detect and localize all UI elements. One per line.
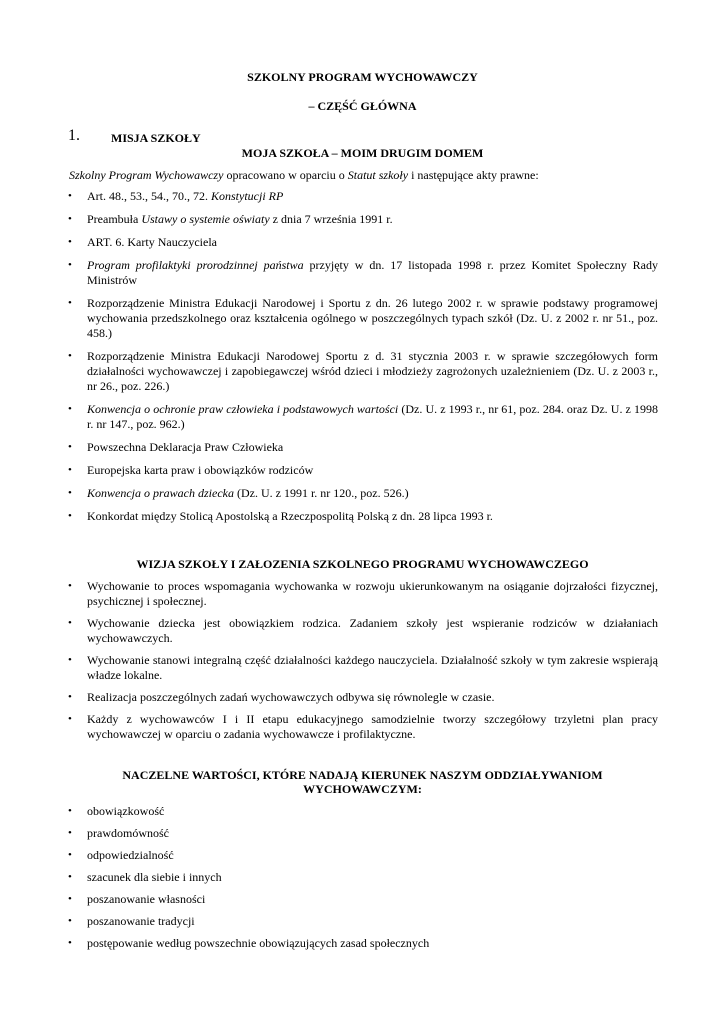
list-item — [68, 579, 658, 609]
bullet-icon: • — [68, 617, 72, 629]
item-italic: Ustawy o systemie oświaty — [141, 212, 270, 226]
item-text-post: (Dz. U. z 1991 r. nr 120., poz. 526.) — [233, 486, 409, 500]
list-item — [68, 440, 658, 455]
list-item — [68, 296, 658, 341]
item-text-post: (Dz. U. z 1993 r., nr 61, poz. 284. oraz Dz. U. z 1998 r. nr 147., poz. 962.) — [87, 402, 658, 431]
list-item — [68, 848, 658, 863]
item-text: obowiązkowość — [87, 804, 165, 818]
bullet-icon: • — [68, 297, 72, 309]
intro-italic-program: Szkolny Program Wychowawczy — [69, 168, 224, 182]
item-text: Rozporządzenie Ministra Edukacji Narodowej Sportu z d. 31 stycznia 2003 r. w sprawie szczegółowych form działalności wychowawczej i zapobiegawczej wśród dzieci i młodzieży zagrożonych uzależnieniem (Dz. U. z 2003 r., nr 26., poz. 226.) — [87, 349, 658, 393]
intro-text-1: opracowano w oparciu o — [223, 168, 348, 182]
bullet-icon: • — [68, 805, 72, 817]
item-text: Wychowanie dziecka jest obowiązkiem rodzica. Zadaniem szkoły jest wspieranie rodziców w działaniach wychowawczych. — [87, 616, 658, 645]
item-text: Realizacja poszczególnych zadań wychowawczych odbywa się równolegle w czasie. — [87, 690, 495, 704]
item-text: Rozporządzenie Ministra Edukacji Narodowej i Sportu z dn. 26 lutego 2002 r. w sprawie podstawy programowej wychowania przedszkolnego oraz kształcenia ogólnego w poszczególnych typach szkół (Dz. U. z 2002 r. nr 51., poz. 458.) — [87, 296, 658, 340]
list-item — [68, 936, 658, 951]
list-item — [68, 235, 658, 250]
item-italic: Program profilaktyki prorodzinnej państwa — [87, 258, 304, 272]
document-subtitle: – CZĘŚĆ GŁÓWNA — [308, 99, 417, 113]
list-item — [68, 212, 658, 227]
bullet-icon: • — [68, 236, 72, 248]
bullet-icon: • — [68, 487, 72, 499]
bullet-icon: • — [68, 849, 72, 861]
item-italic: Konwencja o prawach dziecka — [87, 486, 234, 500]
bullet-icon: • — [68, 937, 72, 949]
vision-heading: WIZJA SZKOŁY I ZAŁOZENIA SZKOLNEGO PROGRAMU WYCHOWAWCZEGO — [136, 557, 589, 571]
list-item — [68, 712, 658, 742]
bullet-icon: • — [68, 213, 72, 225]
list-item — [68, 870, 658, 885]
list-item — [68, 804, 658, 819]
item-text: Każdy z wychowawców I i II etapu edukacyjnego samodzielnie tworzy szczegółowy trzyletni plan pracy wychowawczej w oparciu o zadania wychowawcze i profilaktyczne. — [87, 712, 658, 741]
values-heading-line-2: WYCHOWAWCZYM: — [303, 782, 422, 796]
list-item — [68, 486, 658, 501]
section-title-mission: MISJA SZKOŁY — [111, 131, 201, 145]
bullet-icon: • — [68, 259, 72, 271]
item-text: Art. 48., 53., 54., 70., 72. — [87, 189, 211, 203]
item-text: Wychowanie stanowi integralną część działalności każdego nauczyciela. Działalność szkoły w tym zakresie wspierają władze lokalne. — [87, 653, 658, 682]
values-list — [68, 804, 658, 958]
bullet-icon: • — [68, 654, 72, 666]
item-italic: Konwencja o ochronie praw człowieka i podstawowych wartości — [87, 402, 399, 416]
values-heading-line-1: NACZELNE WARTOŚCI, KTÓRE NADAJĄ KIERUNEK NASZYM ODDZIAŁYWANIOM — [122, 768, 603, 782]
list-item — [68, 258, 658, 288]
vision-list — [68, 579, 658, 749]
intro-italic-statute: Statut szkoły — [347, 168, 409, 182]
item-text: poszanowanie tradycji — [87, 914, 195, 928]
bullet-icon: • — [68, 403, 72, 415]
item-text: szacunek dla siebie i innych — [87, 870, 222, 884]
list-item — [68, 349, 658, 394]
bullet-icon: • — [68, 350, 72, 362]
bullet-icon: • — [68, 510, 72, 522]
list-item — [68, 463, 658, 478]
list-item — [68, 826, 658, 841]
item-italic: Konstytucji RP — [211, 189, 284, 203]
list-item — [68, 509, 658, 524]
item-text: odpowiedzialność — [87, 848, 174, 862]
bullet-icon: • — [68, 441, 72, 453]
bullet-icon: • — [68, 580, 72, 592]
list-item — [68, 653, 658, 683]
section-number: 1. — [68, 127, 80, 144]
intro-paragraph — [69, 168, 659, 183]
bullet-icon: • — [68, 893, 72, 905]
bullet-icon: • — [68, 915, 72, 927]
list-item — [68, 616, 658, 646]
item-text: postępowanie według powszechnie obowiązujących zasad społecznych — [87, 936, 430, 950]
list-item — [68, 892, 658, 907]
item-text: ART. 6. Karty Nauczyciela — [87, 235, 218, 249]
values-heading — [0, 768, 725, 796]
bullet-icon: • — [68, 713, 72, 725]
item-text-post: przyjęty w dn. 17 listopada 1998 r. przez Komitet Społeczny Rady Ministrów — [87, 258, 658, 287]
intro-text-2: i następujące akty prawne: — [408, 168, 539, 182]
school-motto: MOJA SZKOŁA – MOIM DRUGIM DOMEM — [241, 146, 484, 160]
item-text: Europejska karta praw i obowiązków rodziców — [87, 463, 314, 477]
bullet-icon: • — [68, 871, 72, 883]
item-text: Wychowanie to proces wspomagania wychowanka w rozwoju ukierunkowanym na osiąganie dojrzałości fizycznej, psychicznej i społecznej. — [87, 579, 658, 608]
list-item — [68, 189, 658, 204]
item-text: Konkordat między Stolicą Apostolską a Rzeczpospolitą Polską z dn. 28 lipca 1993 r. — [87, 509, 493, 523]
bullet-icon: • — [68, 691, 72, 703]
document-title: SZKOLNY PROGRAM WYCHOWAWCZY — [247, 70, 478, 84]
item-text: Powszechna Deklaracja Praw Człowieka — [87, 440, 284, 454]
list-item — [68, 402, 658, 432]
item-text: prawdomówność — [87, 826, 169, 840]
item-text: poszanowanie własności — [87, 892, 206, 906]
legal-acts-list — [68, 189, 658, 532]
bullet-icon: • — [68, 190, 72, 202]
item-text-post: z dnia 7 września 1991 r. — [269, 212, 393, 226]
list-item — [68, 914, 658, 929]
bullet-icon: • — [68, 827, 72, 839]
list-item — [68, 690, 658, 705]
item-text: Preambuła — [87, 212, 142, 226]
bullet-icon: • — [68, 464, 72, 476]
